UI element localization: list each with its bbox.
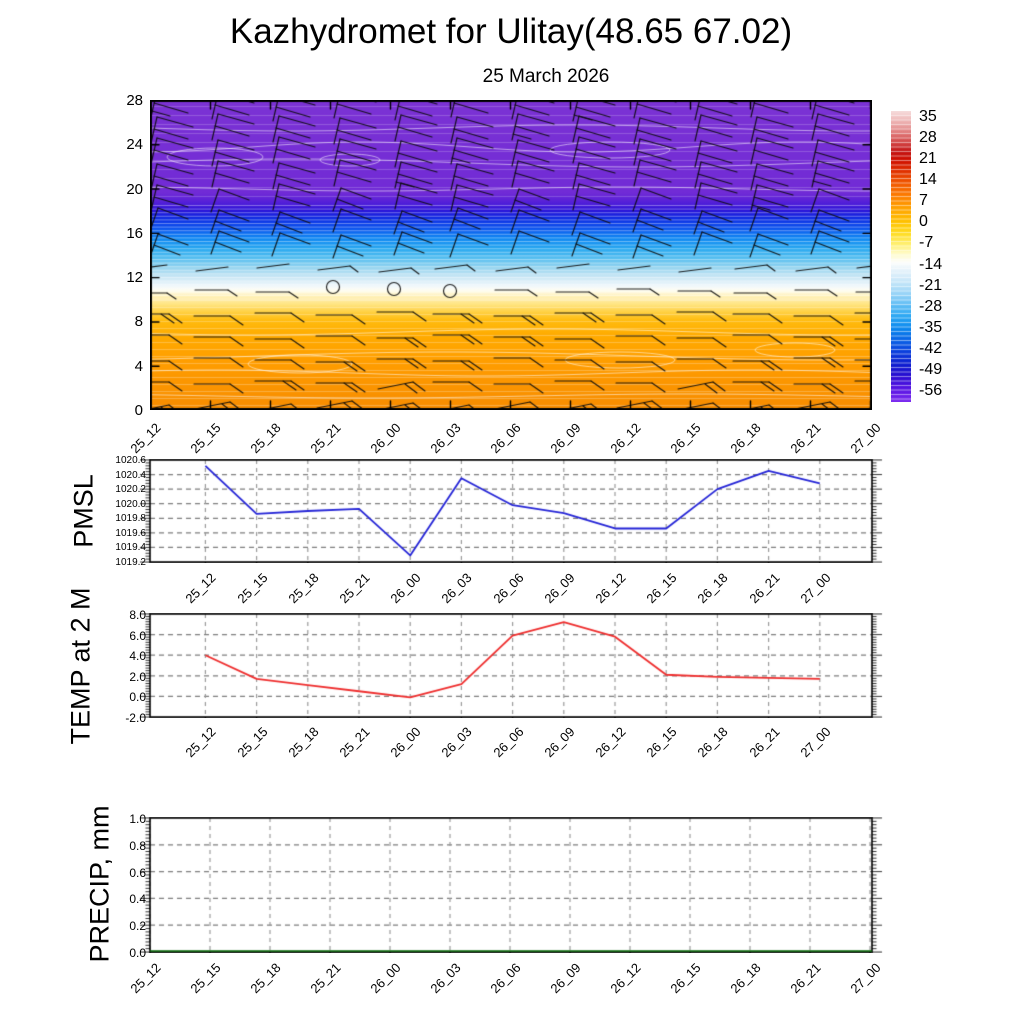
precip-panel bbox=[132, 817, 890, 953]
precip-xtick-label: 25_18 bbox=[247, 960, 284, 997]
precip-xtick-label: 26_06 bbox=[487, 960, 524, 997]
pmsl-ytick-label: 1019.8 bbox=[115, 513, 146, 525]
temp-ytick-label: -2.0 bbox=[125, 711, 146, 725]
temp-xtick-label: 25_15 bbox=[234, 724, 271, 761]
temp-ytick-label: 2.0 bbox=[129, 669, 146, 684]
pmsl-xtick-label: 25_15 bbox=[234, 570, 271, 607]
cross-xtick-label: 25_12 bbox=[127, 420, 164, 457]
colorbar-tick-label: 0 bbox=[919, 213, 928, 231]
cross-xtick-label: 26_18 bbox=[727, 420, 764, 457]
temp-ytick-label: 0.0 bbox=[129, 690, 146, 705]
temp-xtick-label: 26_18 bbox=[694, 724, 731, 761]
cross-xtick-label: 26_12 bbox=[607, 420, 644, 457]
figure-subtitle: 25 March 2026 bbox=[482, 66, 610, 87]
pmsl-ytick-label: 1020.0 bbox=[115, 498, 146, 510]
pmsl-xtick-label: 25_12 bbox=[182, 570, 219, 607]
precip-xtick-label: 26_03 bbox=[427, 960, 464, 997]
pmsl-panel bbox=[132, 459, 890, 563]
temp-ytick-label: 8.0 bbox=[129, 608, 146, 622]
cross-ytick-label: 24 bbox=[126, 136, 143, 154]
colorbar-tick-label: -7 bbox=[919, 234, 934, 252]
precip-axis-title: PRECIP, mm bbox=[84, 805, 115, 963]
pmsl-xtick-label: 26_03 bbox=[438, 570, 475, 607]
colorbar-tick-label: 7 bbox=[919, 192, 928, 210]
temp-xtick-label: 25_21 bbox=[336, 724, 373, 761]
cross-ytick-label: 20 bbox=[126, 180, 143, 198]
cross-xtick-label: 26_00 bbox=[367, 420, 404, 457]
temp-xtick-label: 26_15 bbox=[643, 724, 680, 761]
colorbar-tick-label: 21 bbox=[919, 150, 937, 168]
colorbar bbox=[891, 111, 911, 402]
temp-xtick-label: 26_21 bbox=[746, 724, 783, 761]
precip-xtick-label: 26_18 bbox=[727, 960, 764, 997]
colorbar-tick-label: -49 bbox=[919, 360, 943, 378]
cross-xtick-label: 26_09 bbox=[547, 420, 584, 457]
precip-xtick-label: 26_21 bbox=[787, 960, 824, 997]
cross-ytick-label: 0 bbox=[134, 402, 143, 419]
cross-ytick-label: 16 bbox=[126, 224, 143, 242]
temp-xtick-label: 26_00 bbox=[387, 724, 424, 761]
temp-xtick-label: 26_06 bbox=[490, 724, 527, 761]
temp-ytick-label: 6.0 bbox=[129, 628, 146, 643]
cross-xtick-label: 26_06 bbox=[487, 420, 524, 457]
precip-xtick-label: 26_15 bbox=[667, 960, 704, 997]
pmsl-xtick-label: 25_18 bbox=[285, 570, 322, 607]
precip-ytick-label: 0.0 bbox=[129, 946, 146, 960]
cross-ytick-label: 12 bbox=[126, 269, 143, 287]
precip-ytick-label: 1.0 bbox=[129, 812, 146, 826]
cross-xtick-label: 27_00 bbox=[847, 420, 884, 457]
cross-ytick-label: 28 bbox=[126, 92, 143, 109]
pmsl-ytick-label: 1019.2 bbox=[115, 557, 146, 568]
cross-xtick-label: 25_15 bbox=[187, 420, 224, 457]
precip-ytick-label: 0.6 bbox=[129, 865, 146, 880]
temp-panel bbox=[132, 613, 890, 718]
precip-xtick-label: 26_00 bbox=[367, 960, 404, 997]
pmsl-xtick-label: 27_00 bbox=[797, 570, 834, 607]
pmsl-ytick-label: 1019.4 bbox=[115, 542, 146, 554]
temp-ytick-label: 4.0 bbox=[129, 649, 146, 664]
cross-ytick-label: 4 bbox=[134, 357, 143, 375]
cross-xtick-label: 26_15 bbox=[667, 420, 704, 457]
colorbar-tick-label: 14 bbox=[919, 171, 937, 189]
precip-xtick-label: 26_12 bbox=[607, 960, 644, 997]
precip-ytick-label: 0.2 bbox=[129, 919, 146, 934]
temp-axis-title: TEMP at 2 M bbox=[65, 587, 96, 745]
cross-xtick-label: 26_03 bbox=[427, 420, 464, 457]
pmsl-ytick-label: 1019.6 bbox=[115, 527, 146, 539]
precip-xtick-label: 25_15 bbox=[187, 960, 224, 997]
precip-xtick-label: 25_21 bbox=[307, 960, 344, 997]
temp-xtick-label: 27_00 bbox=[797, 724, 834, 761]
pmsl-xtick-label: 26_12 bbox=[592, 570, 629, 607]
temp-xtick-label: 26_12 bbox=[592, 724, 629, 761]
cross-xtick-label: 25_18 bbox=[247, 420, 284, 457]
pmsl-xtick-label: 26_21 bbox=[746, 570, 783, 607]
pmsl-xtick-label: 26_06 bbox=[490, 570, 527, 607]
precip-xtick-label: 25_12 bbox=[127, 960, 164, 997]
colorbar-tick-label: -42 bbox=[919, 339, 943, 357]
temp-xtick-label: 26_03 bbox=[438, 724, 475, 761]
pmsl-xtick-label: 25_21 bbox=[336, 570, 373, 607]
colorbar-tick-label: 28 bbox=[919, 129, 937, 147]
precip-xtick-label: 27_00 bbox=[847, 960, 884, 997]
colorbar-tick-label: -21 bbox=[919, 276, 943, 294]
temp-xtick-label: 25_18 bbox=[285, 724, 322, 761]
temp-xtick-label: 25_12 bbox=[182, 724, 219, 761]
pmsl-xtick-label: 26_00 bbox=[387, 570, 424, 607]
colorbar-tick-label: -56 bbox=[919, 382, 943, 400]
pmsl-ytick-label: 1020.2 bbox=[115, 484, 146, 496]
figure-title: Kazhydromet for Ulitay(48.65 67.02) bbox=[229, 12, 793, 51]
precip-ytick-label: 0.8 bbox=[129, 838, 146, 853]
cross-xtick-label: 25_21 bbox=[307, 420, 344, 457]
cross-ytick-label: 8 bbox=[134, 313, 143, 331]
pmsl-ytick-label: 1020.6 bbox=[115, 455, 146, 466]
pmsl-xtick-label: 26_18 bbox=[694, 570, 731, 607]
colorbar-tick-label: -35 bbox=[919, 318, 943, 336]
pmsl-xtick-label: 26_15 bbox=[643, 570, 680, 607]
pmsl-ytick-label: 1020.4 bbox=[115, 469, 146, 481]
cross-section-panel bbox=[150, 100, 872, 410]
pmsl-xtick-label: 26_09 bbox=[541, 570, 578, 607]
temp-xtick-label: 26_09 bbox=[541, 724, 578, 761]
colorbar-tick-label: -28 bbox=[919, 297, 943, 315]
cross-xtick-label: 26_21 bbox=[787, 420, 824, 457]
colorbar-tick-label: -14 bbox=[919, 255, 943, 273]
precip-ytick-label: 0.4 bbox=[129, 892, 146, 907]
colorbar-tick-label: 35 bbox=[919, 108, 937, 125]
pmsl-axis-title: PMSL bbox=[68, 474, 99, 548]
precip-xtick-label: 26_09 bbox=[547, 960, 584, 997]
